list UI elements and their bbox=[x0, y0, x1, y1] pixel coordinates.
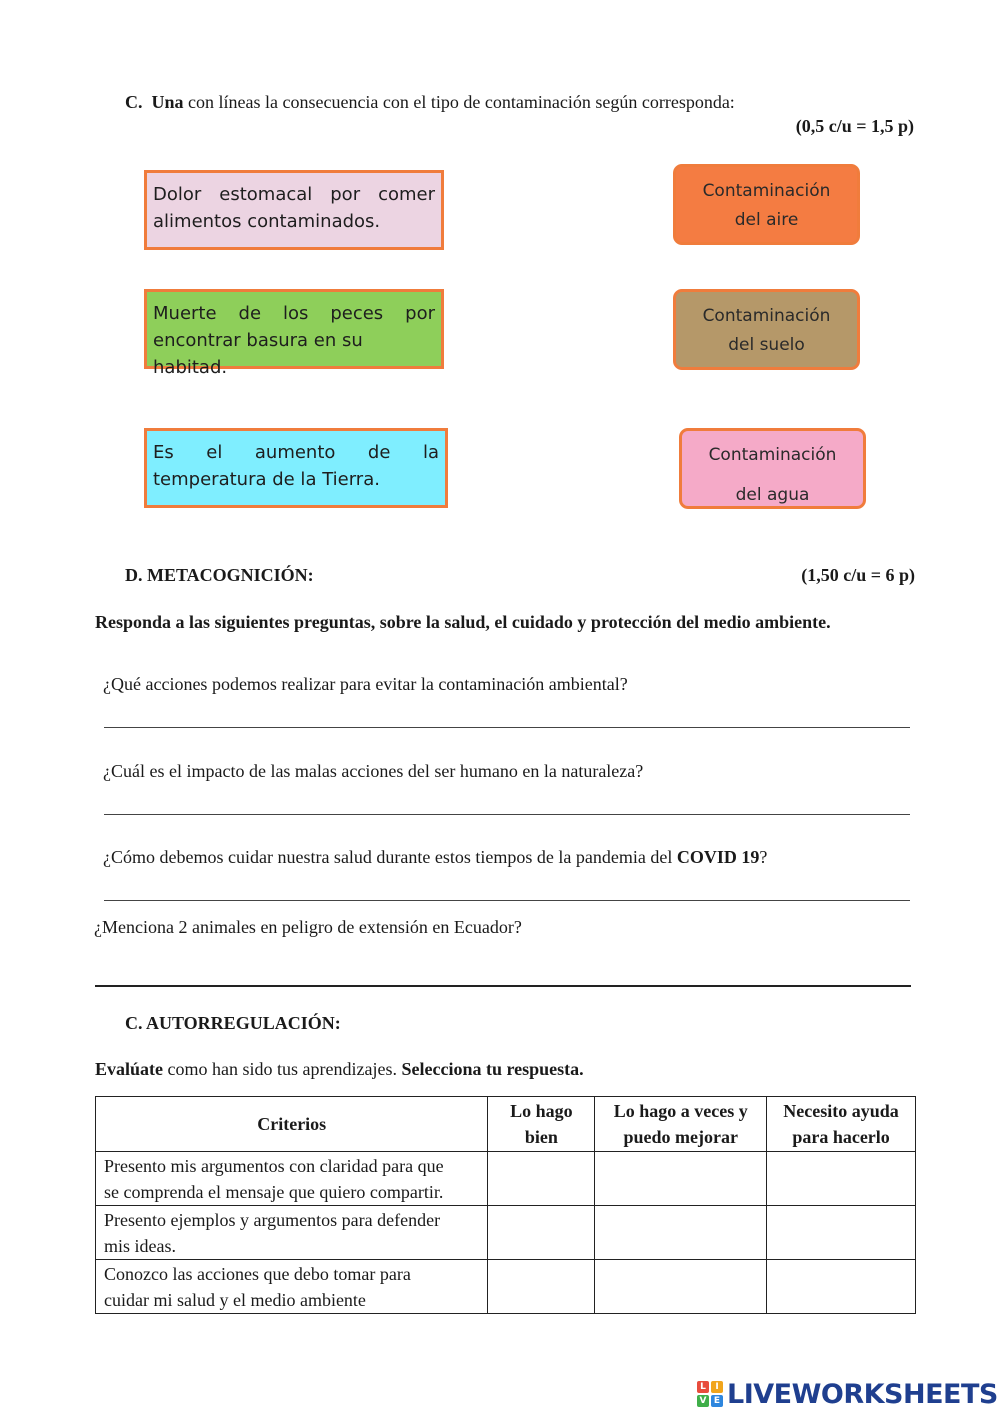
response-cell-bien[interactable] bbox=[488, 1260, 595, 1314]
section-c-letter: C. bbox=[125, 92, 143, 112]
question-1: ¿Qué acciones podemos realizar para evitar la contaminación ambiental? bbox=[103, 674, 628, 694]
response-cell-ayuda[interactable] bbox=[767, 1260, 916, 1314]
section-c-instruction bbox=[125, 90, 735, 114]
autorregulacion-instruction: Evalúate como han sido tus aprendizajes. Selecciona tu respuesta. bbox=[95, 1059, 584, 1079]
response-cell-a-veces[interactable] bbox=[595, 1206, 767, 1260]
header-criterios: Criterios bbox=[96, 1097, 488, 1152]
table-row bbox=[96, 1152, 916, 1206]
response-cell-a-veces[interactable] bbox=[595, 1260, 767, 1314]
response-cell-bien[interactable] bbox=[488, 1152, 595, 1206]
consequence-box-stomach[interactable]: Dolor estomacal por comer alimentos contaminados. bbox=[144, 170, 444, 250]
section-autorregulacion-title: C. AUTORREGULACIÓN: bbox=[125, 1013, 341, 1033]
section-c-points: (0,5 c/u = 1,5 p) bbox=[795, 116, 914, 136]
table-row bbox=[96, 1206, 916, 1260]
table-row bbox=[96, 1260, 916, 1314]
logo-mark-icon: L I V E bbox=[697, 1381, 723, 1407]
section-d-title: D. METACOGNICIÓN: bbox=[125, 565, 314, 585]
question-2: ¿Cuál es el impacto de las malas acciones del ser humano en la naturaleza? bbox=[103, 761, 644, 781]
consequence-box-temperature[interactable]: Es el aumento de la temperatura de la Tierra. bbox=[144, 428, 448, 508]
response-cell-bien[interactable] bbox=[488, 1206, 595, 1260]
header-necesito-ayuda: Necesito ayuda para hacerlo bbox=[767, 1097, 916, 1152]
contamination-type-soil[interactable]: Contaminación del suelo bbox=[673, 289, 860, 370]
contamination-type-water[interactable]: Contaminación del agua bbox=[679, 428, 866, 509]
logo-text: LIVEWORKSHEETS bbox=[727, 1378, 998, 1410]
liveworksheets-logo bbox=[697, 1378, 998, 1410]
evaluation-table bbox=[95, 1096, 916, 1314]
response-cell-ayuda[interactable] bbox=[767, 1206, 916, 1260]
question-4: ¿Menciona 2 animales en peligro de extensión en Ecuador? bbox=[94, 917, 522, 937]
answer-line-3[interactable] bbox=[104, 900, 910, 901]
criterion-cell: Conozco las acciones que debo tomar para cuidar mi salud y el medio ambiente bbox=[96, 1260, 488, 1314]
answer-line-2[interactable] bbox=[104, 814, 910, 815]
answer-line-4[interactable] bbox=[95, 985, 911, 987]
header-lo-hago-bien: Lo hago bien bbox=[488, 1097, 595, 1152]
table-header-row bbox=[96, 1097, 916, 1152]
answer-line-1[interactable] bbox=[104, 727, 910, 728]
question-3: ¿Cómo debemos cuidar nuestra salud durante estos tiempos de la pandemia del COVID 19? bbox=[103, 847, 768, 867]
response-cell-a-veces[interactable] bbox=[595, 1152, 767, 1206]
section-c-bold-word: Una bbox=[151, 92, 184, 112]
criterion-cell: Presento ejemplos y argumentos para defender mis ideas. bbox=[96, 1206, 488, 1260]
section-d-points: (1,50 c/u = 6 p) bbox=[801, 565, 915, 585]
section-d-instruction: Responda a las siguientes preguntas, sobre la salud, el cuidado y protección del medio ambiente. bbox=[95, 612, 831, 632]
criterion-cell: Presento mis argumentos con claridad para que se comprenda el mensaje que quiero compartir. bbox=[96, 1152, 488, 1206]
section-c-text: con líneas la consecuencia con el tipo de contaminación según corresponda: bbox=[188, 92, 735, 112]
response-cell-ayuda[interactable] bbox=[767, 1152, 916, 1206]
header-a-veces: Lo hago a veces y puedo mejorar bbox=[595, 1097, 767, 1152]
contamination-type-air[interactable]: Contaminación del aire bbox=[673, 164, 860, 245]
consequence-box-fish[interactable]: Muerte de los peces por encontrar basura en su habitad. bbox=[144, 289, 444, 369]
